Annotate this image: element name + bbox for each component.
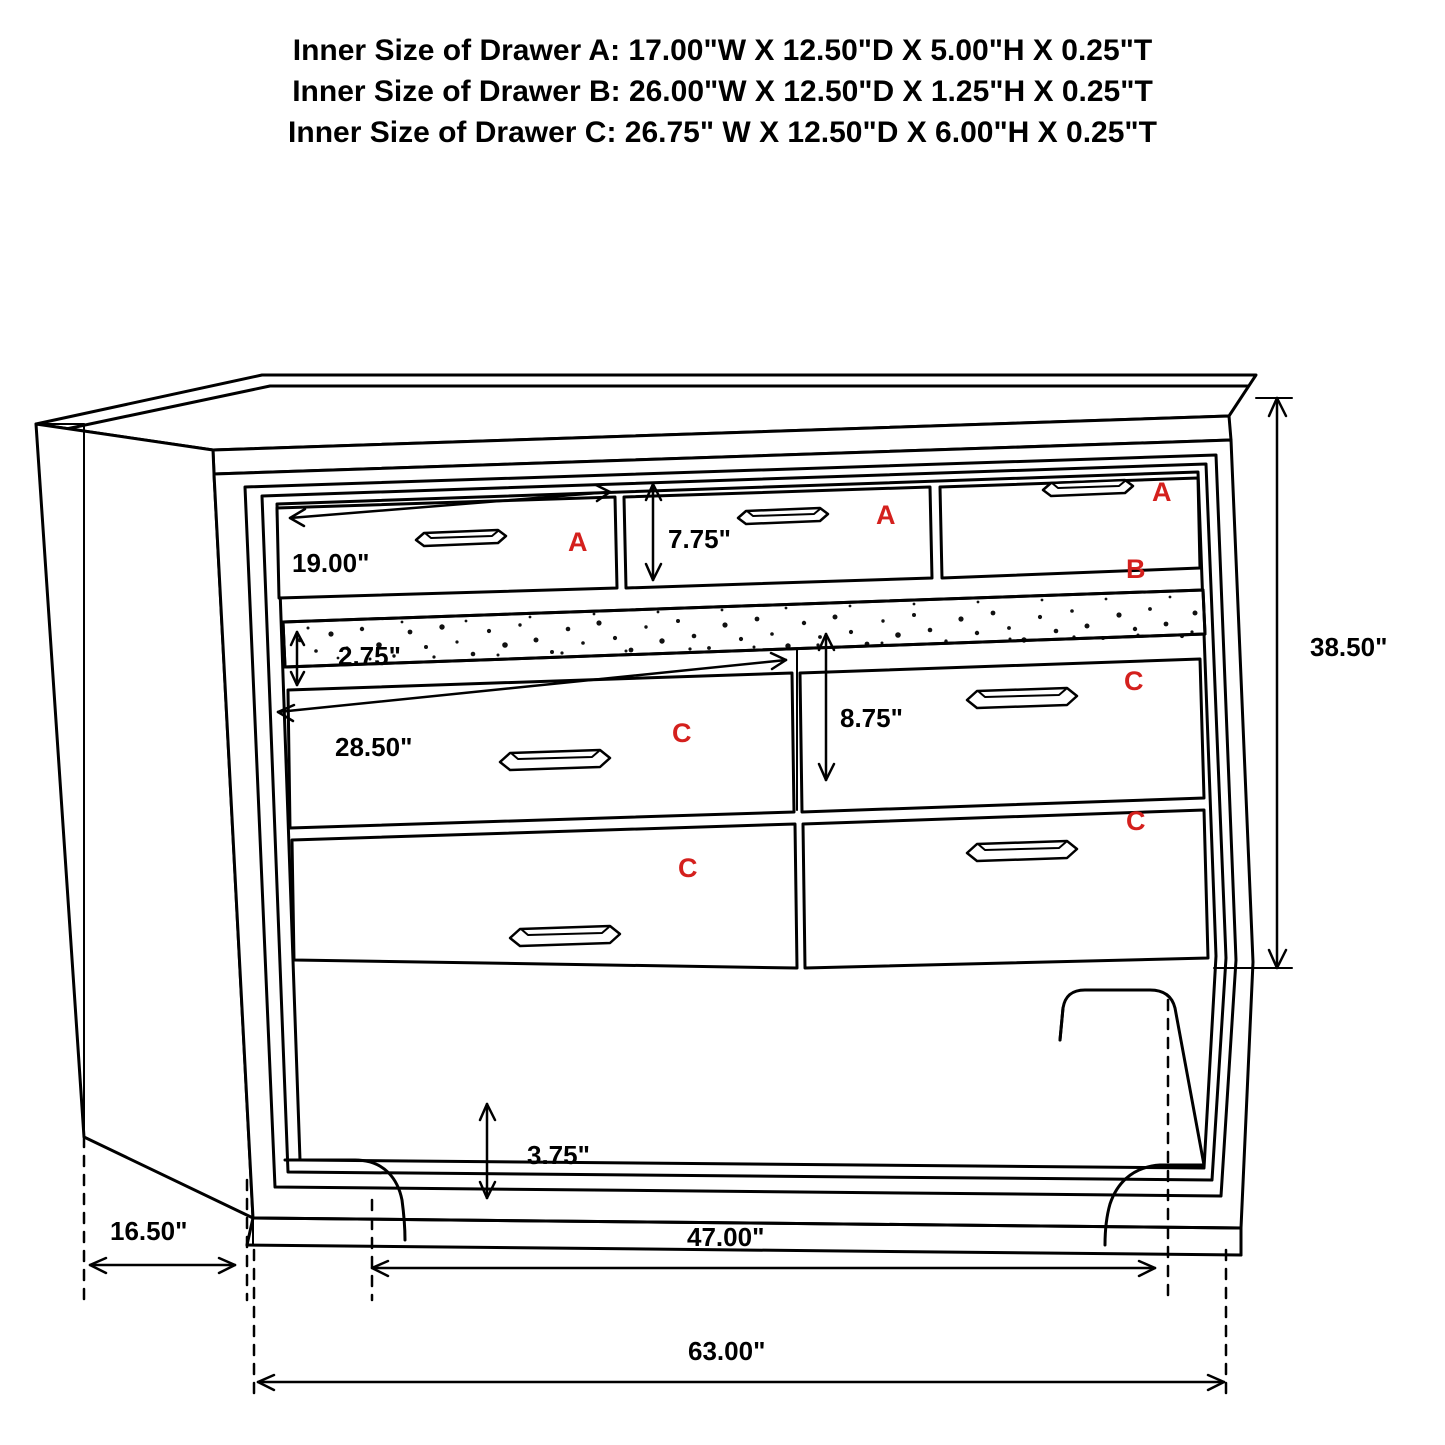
dim-47-00: 47.00" bbox=[687, 1222, 765, 1252]
dim-2-75: 2.75" bbox=[338, 641, 401, 671]
dim-7-75: 7.75" bbox=[668, 524, 731, 554]
drawer-label-c-bottom-left: C bbox=[678, 853, 698, 883]
drawer-label-c-mid-left: C bbox=[672, 718, 692, 748]
drawer-b-note: Inner Size of Drawer B: 26.00"W X 12.50"D X 1.25"H X 0.25"T bbox=[292, 75, 1153, 108]
drawer-label-b: B bbox=[1126, 554, 1146, 584]
dim-3-75: 3.75" bbox=[527, 1140, 590, 1170]
dim-8-75: 8.75" bbox=[840, 703, 903, 733]
drawer-label-a-center: A bbox=[876, 500, 896, 530]
dim-38-50: 38.50" bbox=[1310, 632, 1388, 662]
dim-28-50: 28.50" bbox=[335, 732, 413, 762]
dim-19-00: 19.00" bbox=[292, 548, 370, 578]
dim-16-50: 16.50" bbox=[110, 1216, 188, 1246]
drawer-c-note: Inner Size of Drawer C: 26.75" W X 12.50"D X 6.00"H X 0.25"T bbox=[288, 116, 1157, 149]
drawer-label-a-right: A bbox=[1152, 477, 1172, 507]
drawer-label-c-bottom-right: C bbox=[1126, 806, 1146, 836]
drawer-label-c-mid-right: C bbox=[1124, 666, 1144, 696]
dim-63-00: 63.00" bbox=[688, 1336, 766, 1366]
drawer-label-a-left: A bbox=[568, 527, 588, 557]
drawer-a-note: Inner Size of Drawer A: 17.00"W X 12.50"D X 5.00"H X 0.25"T bbox=[292, 34, 1153, 67]
